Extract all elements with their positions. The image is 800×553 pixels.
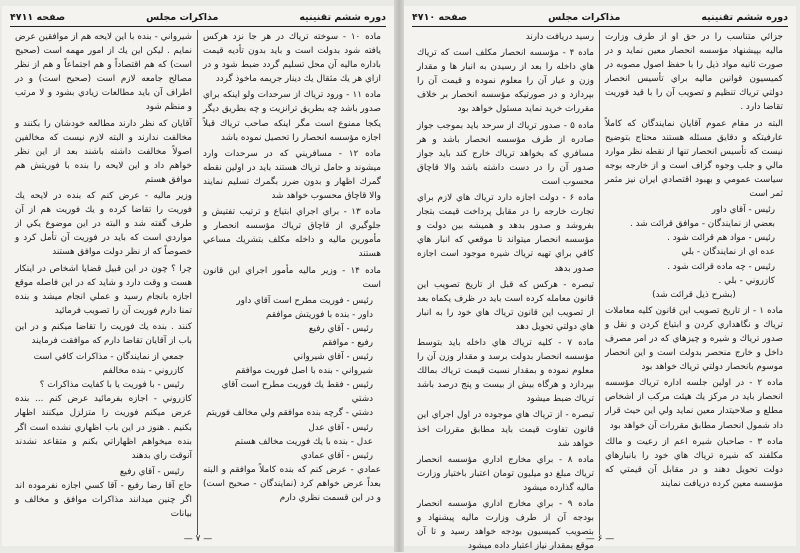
speaker-line: رئيس - فوريت مطرح است آقاي داور [236,295,373,306]
speaker-line: رئيس - فقط يك فوريت مطرح است آقاي دشتي [221,380,373,405]
speaker-line: رفيع - موافقم [322,337,373,348]
right-page-left-column [412,30,600,552]
paragraph: ماده ۸ - براي مخارج اداري مؤسسه انحصار ترياك مبلغ دو ميليون تومان اعتبار باختيار وزارت ماليه گذارده ميشود [417,454,594,493]
paragraph: آقايان كه نظر دارند مطالعه خودشان را بكنند و مخالفت ندارند و البته لازم نيست كه مخالفين اصولاً مخالفت داشته باشند بعد از اين نظر خواهم داد و اين لايحه را بنده با فوريتش هم موافق هستم [15,118,192,185]
right-page [404,6,796,552]
paragraph: تبصره - هركس كه قبل از تاريخ تصويب اين قانون معامله كرده است بايد در ظرف يكماه بعد از تصويب اين قانون ترياك هاي خود را به انبار هاي دولتي تحويل دهد [417,279,594,332]
paragraph: تبصره - از ترياك هاي موجوده در اول اجراي اين قانون تفاوت قيمت بايد مطابق مقررات اخذ خواهد شد [417,410,594,449]
left-page-number-value: ۷ [195,534,201,544]
paragraph: البته در مقام عموم آقايان نمايندگان كه كاملاً عارفيتكه و دقايق مسئله هستند محتاج بتوضيح نيست كه تأسيس انحصار تنها از نقطه نظر موارد مالي و جلب وجوه گزاف است و از خارجه بوجه سياست عمومي و بهبود اقتصادي ايران نيز مثمر ثمر است [605,118,783,200]
speaker-line: دشتي - گرچه بنده موافقم ولي مخالف فوريتم [206,408,373,419]
right-page-right-column [600,30,788,535]
speaker-line: عده اي از نمايندگان - بلي [681,247,775,258]
paragraph: ماده ۱۲ - مسافريني كه در سرحدات وارد ميشوند و حامل ترياك هستند بايد در اولين نقطه گمرك اظهار و بدون ضرر بگمرك تسليم نمايند والا قاچاق محسوب خواهد شد [203,148,381,202]
right-page-header-right: دوره ششم تقنینیه [701,11,788,23]
speaker-line: رئيس - آقاي عمادي [300,450,373,461]
speaker-line: داور - بنده با فوريتش موافقم [266,309,373,320]
paragraph: ماده ۵ - صدور ترياك از سرحد بايد بموجب جواز صادره از طرف مؤسسه انحصار باشد و هر مسافري كه بخواهد ترياك خارج كند بايد جواز صدور آن را در دست داشته باشد والا قاچاق محسوب است [417,120,594,187]
paragraph: وزير ماليه - عرض كنم كه بنده در لايحه يك فوريت را تقاضا كرده و يك فوريت هم از آن طرف گفته شد و البته در اين موضوع يكي از مواردي است كه بايد در فوريت آن تأمل كرد و خصوصاً كه از نظر دولت موافق هستند [15,191,192,258]
paragraph: ماده ۱۳ - براي اجراي ابتياع و ترتيب تفتيش و جلوگيري از قاچاق ترياك مؤسسه انحصار و مأمورين ماليه و داخله مكلف بتشريك مساعي هستند [203,207,381,260]
left-page-right-column [198,30,386,535]
speaker-line: رئيس - آقاي شيرواني [293,352,373,363]
speaker-line: رئيس - مواد هم قرائت شود . [667,233,775,244]
speaker-line: رئيس - آقاي رفيع [119,466,184,477]
paragraph: عمادي - عرض كنم كه بنده كاملاً موافقم و البته بعداً عرض خواهم كرد (نمايندگان - صحيح است) و در اين قسمت نظري دارم [203,464,381,503]
paragraph: ماده ۱۴ - وزير ماليه مأمور اجراي اين قانون است [203,265,381,290]
paragraph: جزائي متناسب را در حق او از طرف وزارت ماليه بپيشنهاد مؤسسه انحصار معين نمايد و در صورت ثانيه مواد ذيل را با حفظ اصول مصوبه در كميسيون قوانين ماليه براي تأسيس انحصار دولتي ترياك تنظيم و تصويب آن را با قيد فوريت تقاضا دارد . [605,32,783,113]
paragraph: ماده ۱۰ - سوخته ترياك در هر جا نزد هركس يافته شود بدولت است و باید بدون تأديه قيمت باداره مالیه آن محل تسليم گردد ضبط شود و در ازاي هر يك مثقال يك دينار جريمه ماخوذ گردد [203,32,381,85]
left-page-header-right: دوره ششم تقنینیه [299,11,386,23]
left-page-header [10,8,386,27]
left-page-header-left: صفحه ۴۷۱۱ [10,11,66,23]
right-page-header [412,8,788,27]
paragraph: ماده ۱۱ - ورود ترياك از سرحدات ولو اينكه براي صدور باشد چه بطريق ترانزيت و چه بطريق ديگر يكجا ممنوع است مگر اينكه صاحب ترياك قبلاً اجازه مؤسسه انحصار را تحصيل نموده باشد [203,90,382,143]
right-page-number: — ۶ — [585,534,615,544]
paragraph: كازروني - اجازه بفرمائيد عرض كنم ... بنده عرض ميكنم فوريت را متزلزل ميكنند اظهار بكنيم . هنوز در اين باب اظهاري نشده است اگر بنده ميخواهم اظهاراتي بكنم و متقاعد نشدند آنوقت راي بدهند [15,394,192,461]
paragraph: كنند . بنده يك فوريت را تقاضا ميكنم و در اين باب از آقايان تقاضا دارم كه موافقت فرمايند [15,321,192,346]
left-page [2,6,394,546]
right-page-columns [412,30,788,552]
right-page-header-center: مذاكرات مجلس [548,11,621,23]
paragraph: ماده ۲ - در اولين جلسه اداره ترياك مؤسسه انحصار بايد در مركز يك هيئت مركب از اشخاص مطلع و صلاحيتدار معين نمايد ولي اين حيث قرار داد شمول انحصار مطابق مقررات آن خواهد بود [605,378,783,431]
left-page-number: — ۷ — [183,534,213,544]
speaker-line: جمعي از نمايندگان - مذاكرات كافي است [33,352,184,363]
paragraph: چرا ؟ چون در اين قبيل قضايا اشخاص در اينكار هست و وقت دارد و شايد كه در اين فاصله موقع اجازه بانجام رسيد و عملي انجام ميشد و بنده تمنا دارم فوريت آن را تصويب فرمائيد [15,263,192,316]
speaker-line: رئيس - آقاي داور [711,205,775,216]
speaker-line: رئيس - چه ماده قرائت شود . [667,261,775,272]
speaker-line: كازروني - بنده مخالفم [102,366,184,377]
paragraph: ماده ۴ - مؤسسه انحصار مكلف است كه ترياك هاي داخله را بعد از رسيدن به انبار ها و مقدار وزن و عيار آن را معلوم نموده و قيمت آن را بپردازد و در صورتيكه مؤسسه انحصار بر خلاف مقررات خريد نمايد مسئول خواهد بود [417,48,594,115]
paragraph: ماده ۳ - صاحبان شيره اعم از رعيت و مالك مكلفند كه شيره ترياك هاي خود را بانبارهاي دولت تحويل دهند و در مقابل آن قيمتي كه مؤسسه معين كرده دريافت نمايند [605,436,783,489]
paragraph: ماده ۱ - از تاريخ تصويب اين قانون كليه معاملات ترياك و نگاهداري كردن و ابتياع كردن و نقل و صدور ترياك و شيره و چيزهاي كه در امر مصرف داخل و خارج منحصر بدولت است و اين انحصار موسوم بانحصار دولتي ترياك خواهد بود [605,305,783,373]
right-page-number-value: ۶ [597,534,603,544]
centered-note: (بشرح ذيل قرائت شد) [652,289,736,300]
paragraph: حاج آقا رضا رفيع - آقا كسي اجازه نفرموده اند اگر چنين ميدانند مذاكرات موافق و مخالف و بيانات [15,480,192,520]
book-gutter [394,0,404,552]
speaker-line: كازروني - بلي . [718,275,775,286]
speaker-line: بعضي از نمايندگان - موافق قرائت شد . [630,219,775,230]
paragraph: ماده ۶ - دولت اجازه دارد ترياك هاي لازم براي تجارت خارجه را در مقابل پرداخت قيمت بتجار بفروشد و صدور بدهد و هميشه بين دولت و مؤسسه انحصار ميتواند تا موقعي كه انبار هاي كافي براي تهيه ترياك شيره موجود است اجازه صدور بدهد [417,193,594,274]
right-page-header-left: صفحه ۴۷۱۰ [412,11,468,23]
paragraph: رسيد دريافت دارند [525,32,594,42]
paragraph: شيرواني - بنده با اين لايحه هم از موافقين عرض نمايم . ليكن اين يك از امور مهمه است (صحيح است) كه هم اقتصاداً و هم اجتماعاً و هم از نظر مصالح جامعه لازم است (صحيح است) و در اطراف آن بايد مطالعات زيادي بشود و لا مرتب و منظم شود [15,32,192,113]
left-page-columns [10,30,386,535]
left-page-header-center: مذاکرات مجلس [146,11,219,23]
speaker-line: رئيس - آقاي رفيع [308,323,373,334]
speaker-line: رئيس - آقاي عدل [308,422,373,433]
speaker-line: عدل - بنده با يك فوريت مخالف هستم [234,436,373,447]
speaker-line: شيرواني - بنده با اصل فوريت موافقم [235,366,373,377]
speaker-line: رئيس - با فوريت يا با كفايت مذاكرات ؟ [39,380,184,391]
left-page-left-column [10,30,198,535]
paragraph: ماده ۷ - كليه ترياك هاي داخله بايد بتوسط مؤسسه انحصار بدولت برسد و مقدار وزن آن را معلوم نموده و بمقدار نسبت قيمت ترياك بمالك بپردازد و هرگاه بيش از بيست و پنج درصد باشد ترياك ضبط ميشود [417,337,594,405]
paragraph: ماده ۹ - براي مخارج اداري مؤسسه انحصار بودجه آن از طرف وزارت ماليه پيشنهاد و بتصويب كميسيون بودجه خواهد رسيد و تا آن موقع بمقدار نياز اعتبار داده ميشود [417,499,594,552]
